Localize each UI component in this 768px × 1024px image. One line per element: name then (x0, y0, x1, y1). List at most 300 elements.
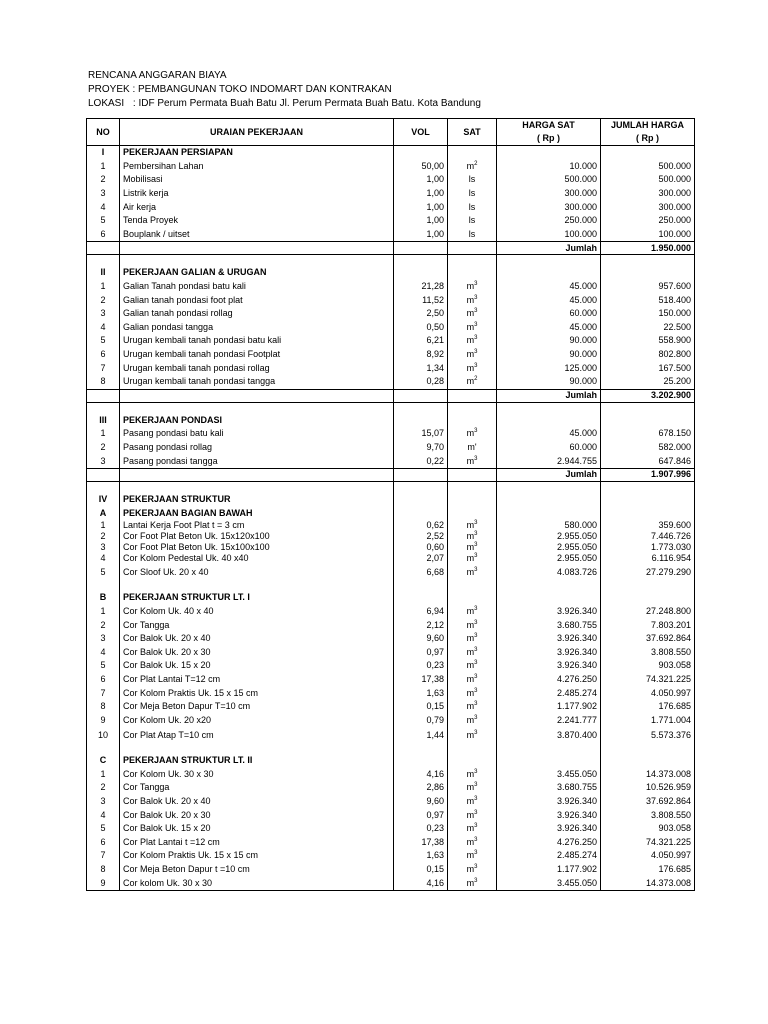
unit-text: m (466, 455, 475, 466)
item-volume: 2,52 (394, 531, 448, 542)
unit-text: m (466, 836, 475, 847)
item-unit (448, 307, 497, 321)
item-volume: 4,16 (394, 876, 448, 890)
table-row (87, 334, 695, 348)
unit-text: m (466, 281, 475, 292)
item-volume: 0,23 (394, 822, 448, 836)
table-row (87, 321, 695, 335)
item-unit (448, 632, 497, 646)
item-unit-price: 3.455.050 (497, 876, 601, 890)
item-unit-price: 45.000 (497, 293, 601, 307)
item-total-price: 4.050.997 (601, 686, 695, 700)
item-description: Cor Kolom Praktis Uk. 15 x 15 cm (120, 686, 394, 700)
item-unit-price: 500.000 (497, 173, 601, 187)
item-volume: 1,00 (394, 200, 448, 214)
item-unit-price: 125.000 (497, 361, 601, 375)
item-number: 1 (87, 605, 120, 619)
unit-text: m (466, 428, 475, 439)
section-number: III (87, 414, 120, 428)
empty-cell (497, 743, 601, 754)
item-unit (448, 280, 497, 294)
spacer-row (87, 743, 695, 754)
item-number: 7 (87, 361, 120, 375)
item-description: Pembersihan Lahan (120, 160, 394, 174)
empty-cell (394, 402, 448, 414)
table-row (87, 795, 695, 809)
item-unit (448, 375, 497, 389)
section-header-row (87, 506, 695, 520)
item-unit-price: 1.177.902 (497, 863, 601, 877)
unit-text: m (466, 768, 475, 779)
section-number: C (87, 754, 120, 768)
item-total-price: 27.248.800 (601, 605, 695, 619)
table-row (87, 173, 695, 187)
table-row (87, 605, 695, 619)
table-row (87, 876, 695, 890)
item-number: 3 (87, 307, 120, 321)
empty-cell (120, 468, 394, 481)
unit-text: m (466, 566, 475, 577)
item-unit-price: 90.000 (497, 334, 601, 348)
item-volume: 0,28 (394, 375, 448, 389)
spacer-row (87, 255, 695, 267)
table-row (87, 187, 695, 201)
header-no: NO (87, 119, 120, 146)
item-description: Mobilisasi (120, 173, 394, 187)
empty-cell (120, 580, 394, 591)
item-unit (448, 553, 497, 564)
table-row (87, 863, 695, 877)
unit-exponent: 3 (474, 362, 478, 369)
section-header-row (87, 591, 695, 605)
unit-text: m (466, 660, 475, 671)
item-volume: 1,00 (394, 187, 448, 201)
item-unit (448, 361, 497, 375)
unit-exponent: 3 (474, 520, 478, 527)
empty-cell (87, 743, 120, 754)
empty-cell (601, 743, 695, 754)
empty-cell (497, 754, 601, 768)
item-unit-price: 3.926.340 (497, 795, 601, 809)
item-unit (448, 542, 497, 553)
item-unit-price: 45.000 (497, 280, 601, 294)
item-total-price: 359.600 (601, 520, 695, 531)
item-total-price: 250.000 (601, 214, 695, 228)
budget-table (86, 118, 695, 891)
unit-exponent: 3 (474, 349, 478, 356)
unit-exponent: 3 (474, 335, 478, 342)
item-description: Listrik kerja (120, 187, 394, 201)
item-unit (448, 876, 497, 890)
section-title: PEKERJAAN PONDASI (120, 414, 394, 428)
item-unit-price: 2.485.274 (497, 686, 601, 700)
section-header-row (87, 414, 695, 428)
item-number: 8 (87, 863, 120, 877)
item-description: Cor Plat Lantai t =12 cm (120, 836, 394, 850)
item-total-price: 150.000 (601, 307, 695, 321)
unit-exponent: 3 (474, 660, 478, 667)
header-harga-sat: HARGA SAT (497, 119, 601, 133)
item-number: 2 (87, 441, 120, 455)
item-description: Cor Sloof Uk. 20 x 40 (120, 564, 394, 580)
item-unit (448, 713, 497, 727)
unit-text: ls (468, 174, 476, 185)
unit-text: m (466, 796, 475, 807)
item-volume: 1,00 (394, 228, 448, 242)
empty-cell (87, 481, 120, 493)
item-total-price: 500.000 (601, 173, 695, 187)
empty-cell (87, 242, 120, 255)
item-total-price: 3.808.550 (601, 808, 695, 822)
table-row (87, 686, 695, 700)
item-unit (448, 293, 497, 307)
item-volume: 1,44 (394, 727, 448, 743)
item-unit-price: 2.241.777 (497, 713, 601, 727)
empty-cell (448, 506, 497, 520)
unit-exponent: 2 (474, 160, 478, 167)
item-volume: 0,15 (394, 863, 448, 877)
item-unit-price: 60.000 (497, 441, 601, 455)
unit-exponent: 3 (474, 687, 478, 694)
table-row (87, 659, 695, 673)
item-description: Urugan kembali tanah pondasi Footplat (120, 348, 394, 362)
item-unit (448, 605, 497, 619)
empty-cell (87, 468, 120, 481)
header-jumlah-harga-unit: ( Rp ) (601, 132, 695, 146)
section-title: PEKERJAAN STRUKTUR (120, 493, 394, 507)
item-unit-price: 100.000 (497, 228, 601, 242)
header-vol: VOL (394, 119, 448, 146)
item-unit (448, 795, 497, 809)
item-unit (448, 321, 497, 335)
item-volume: 21,28 (394, 280, 448, 294)
item-total-price: 74.321.225 (601, 673, 695, 687)
item-number: 7 (87, 849, 120, 863)
item-description: Cor Tangga (120, 618, 394, 632)
unit-text: m (466, 362, 475, 373)
item-volume: 1,00 (394, 214, 448, 228)
table-row (87, 618, 695, 632)
item-number: 3 (87, 187, 120, 201)
unit-exponent: 3 (474, 782, 478, 789)
table-row (87, 214, 695, 228)
item-unit (448, 808, 497, 822)
unit-text: ls (468, 215, 476, 226)
item-volume: 6,94 (394, 605, 448, 619)
item-unit (448, 686, 497, 700)
subtotal-row (87, 242, 695, 255)
item-total-price: 518.400 (601, 293, 695, 307)
unit-text: m (466, 877, 475, 888)
item-total-price: 74.321.225 (601, 836, 695, 850)
item-total-price: 802.800 (601, 348, 695, 362)
subtotal-label: Jumlah (497, 468, 601, 481)
item-description: Cor Plat Atap T=10 cm (120, 727, 394, 743)
item-total-price: 4.050.997 (601, 849, 695, 863)
empty-cell (497, 402, 601, 414)
item-total-price: 300.000 (601, 200, 695, 214)
item-unit (448, 836, 497, 850)
unit-exponent: 3 (474, 281, 478, 288)
item-number: 1 (87, 280, 120, 294)
subtotal-label: Jumlah (497, 389, 601, 402)
location-label: LOKASI (88, 98, 125, 109)
item-unit (448, 228, 497, 242)
unit-text: m (466, 520, 475, 531)
item-unit (448, 781, 497, 795)
item-total-price: 1.773.030 (601, 542, 695, 553)
item-total-price: 957.600 (601, 280, 695, 294)
section-title: PEKERJAAN GALIAN & URUGAN (120, 266, 394, 280)
empty-cell (497, 266, 601, 280)
table-row (87, 307, 695, 321)
item-unit (448, 849, 497, 863)
empty-cell (394, 754, 448, 768)
item-unit (448, 645, 497, 659)
item-description: Galian tanah pondasi rollag (120, 307, 394, 321)
item-description: Cor Balok Uk. 15 x 20 (120, 822, 394, 836)
item-unit-price: 3.680.755 (497, 618, 601, 632)
item-total-price: 903.058 (601, 822, 695, 836)
item-unit (448, 520, 497, 531)
unit-exponent: 3 (474, 877, 478, 884)
item-description: Urugan kembali tanah pondasi batu kali (120, 334, 394, 348)
table-row (87, 781, 695, 795)
unit-text: ls (468, 188, 476, 199)
table-row (87, 228, 695, 242)
table-row (87, 375, 695, 389)
item-total-price: 25.200 (601, 375, 695, 389)
empty-cell (601, 580, 695, 591)
unit-exponent: 3 (474, 428, 478, 435)
item-number: 1 (87, 427, 120, 441)
empty-cell (394, 242, 448, 255)
empty-cell (497, 591, 601, 605)
item-volume: 8,92 (394, 348, 448, 362)
item-unit-price: 3.926.340 (497, 808, 601, 822)
empty-cell (497, 414, 601, 428)
item-unit (448, 441, 497, 455)
item-volume: 0,15 (394, 700, 448, 714)
unit-exponent: 3 (474, 542, 478, 549)
item-number: 5 (87, 214, 120, 228)
unit-text: m (466, 160, 475, 171)
spacer-row (87, 580, 695, 591)
item-number: 10 (87, 727, 120, 743)
item-description: Cor kolom Uk. 30 x 30 (120, 876, 394, 890)
unit-exponent: 3 (474, 566, 478, 573)
section-header-row (87, 266, 695, 280)
table-row (87, 454, 695, 468)
item-unit-price: 60.000 (497, 307, 601, 321)
unit-text: ls (468, 201, 476, 212)
section-number: I (87, 146, 120, 160)
item-unit-price: 3.926.340 (497, 645, 601, 659)
item-volume: 0,97 (394, 645, 448, 659)
item-total-price: 558.900 (601, 334, 695, 348)
table-row (87, 713, 695, 727)
table-row (87, 822, 695, 836)
empty-cell (394, 580, 448, 591)
section-title: PEKERJAAN STRUKTUR LT. I (120, 591, 394, 605)
item-total-price: 10.526.959 (601, 781, 695, 795)
table-row (87, 348, 695, 362)
item-number: 1 (87, 520, 120, 531)
empty-cell (120, 402, 394, 414)
item-volume: 50,00 (394, 160, 448, 174)
item-unit-price: 2.955.050 (497, 531, 601, 542)
empty-cell (448, 468, 497, 481)
item-description: Cor Kolom Uk. 40 x 40 (120, 605, 394, 619)
item-number: 3 (87, 632, 120, 646)
item-unit (448, 727, 497, 743)
section-number: B (87, 591, 120, 605)
empty-cell (601, 754, 695, 768)
table-row (87, 836, 695, 850)
item-unit-price: 4.276.250 (497, 673, 601, 687)
item-total-price: 678.150 (601, 427, 695, 441)
table-row (87, 564, 695, 580)
item-unit-price: 300.000 (497, 187, 601, 201)
item-total-price: 300.000 (601, 187, 695, 201)
unit-exponent: 3 (474, 619, 478, 626)
item-description: Cor Balok Uk. 20 x 30 (120, 808, 394, 822)
item-number: 6 (87, 673, 120, 687)
item-total-price: 14.373.008 (601, 876, 695, 890)
unit-text: ls (468, 228, 476, 239)
item-unit (448, 427, 497, 441)
item-unit-price: 3.926.340 (497, 659, 601, 673)
section-number: A (87, 506, 120, 520)
item-description: Cor Meja Beton Dapur T=10 cm (120, 700, 394, 714)
empty-cell (497, 146, 601, 160)
unit-exponent: 3 (474, 850, 478, 857)
table-row (87, 280, 695, 294)
item-total-price: 5.573.376 (601, 727, 695, 743)
table-row (87, 542, 695, 553)
item-unit (448, 187, 497, 201)
empty-cell (448, 591, 497, 605)
item-description: Air kerja (120, 200, 394, 214)
item-number: 3 (87, 795, 120, 809)
empty-cell (394, 591, 448, 605)
item-unit-price: 3.926.340 (497, 632, 601, 646)
unit-exponent: 3 (474, 836, 478, 843)
section-header-row (87, 493, 695, 507)
item-total-price: 37.692.864 (601, 795, 695, 809)
item-description: Cor Balok Uk. 20 x 30 (120, 645, 394, 659)
item-number: 2 (87, 531, 120, 542)
item-volume: 4,16 (394, 768, 448, 782)
item-description: Cor Balok Uk. 20 x 40 (120, 795, 394, 809)
item-volume: 17,38 (394, 836, 448, 850)
empty-cell (87, 389, 120, 402)
item-volume: 9,70 (394, 441, 448, 455)
empty-cell (120, 743, 394, 754)
table-row (87, 727, 695, 743)
item-unit (448, 863, 497, 877)
empty-cell (448, 146, 497, 160)
empty-cell (394, 255, 448, 267)
empty-cell (394, 493, 448, 507)
item-unit (448, 214, 497, 228)
item-total-price: 27.279.290 (601, 564, 695, 580)
item-description: Cor Meja Beton Dapur t =10 cm (120, 863, 394, 877)
empty-cell (448, 743, 497, 754)
unit-text: m (466, 646, 475, 657)
item-unit-price: 2.955.050 (497, 553, 601, 564)
item-unit-price: 2.955.050 (497, 542, 601, 553)
item-number: 3 (87, 542, 120, 553)
header-sat: SAT (448, 119, 497, 146)
empty-cell (87, 255, 120, 267)
item-description: Cor Balok Uk. 20 x 40 (120, 632, 394, 646)
unit-text: m (466, 864, 475, 875)
item-number: 3 (87, 454, 120, 468)
item-unit (448, 334, 497, 348)
item-number: 8 (87, 375, 120, 389)
empty-cell (601, 255, 695, 267)
empty-cell (394, 146, 448, 160)
unit-text: m (466, 823, 475, 834)
spacer-row (87, 402, 695, 414)
unit-exponent: 3 (474, 294, 478, 301)
unit-text: m (466, 701, 475, 712)
empty-cell (394, 389, 448, 402)
empty-cell (601, 493, 695, 507)
unit-exponent: 3 (474, 321, 478, 328)
empty-cell (448, 402, 497, 414)
item-volume: 9,60 (394, 632, 448, 646)
empty-cell (601, 402, 695, 414)
item-volume: 0,50 (394, 321, 448, 335)
project-line: PROYEK : PEMBANGUNAN TOKO INDOMART DAN KONTRAKAN (88, 84, 392, 95)
subtotal-value: 1.950.000 (601, 242, 695, 255)
unit-exponent: 3 (474, 673, 478, 680)
item-unit (448, 659, 497, 673)
table-row (87, 553, 695, 564)
item-number: 6 (87, 228, 120, 242)
section-header-row (87, 146, 695, 160)
item-description: Urugan kembali tanah pondasi rollag (120, 361, 394, 375)
empty-cell (394, 414, 448, 428)
subtotal-row (87, 389, 695, 402)
unit-text: m (466, 687, 475, 698)
item-unit (448, 173, 497, 187)
unit-exponent: 3 (474, 823, 478, 830)
item-unit-price: 3.870.400 (497, 727, 601, 743)
subtotal-value: 3.202.900 (601, 389, 695, 402)
empty-cell (601, 591, 695, 605)
table-row (87, 200, 695, 214)
item-description: Lantai Kerja Foot Plat t = 3 cm (120, 520, 394, 531)
unit-text: m (466, 335, 475, 346)
item-total-price: 903.058 (601, 659, 695, 673)
item-total-price: 167.500 (601, 361, 695, 375)
empty-cell (448, 242, 497, 255)
empty-cell (394, 266, 448, 280)
document-title: RENCANA ANGGARAN BIAYA (88, 70, 227, 81)
item-total-price: 1.771.004 (601, 713, 695, 727)
item-unit-price: 45.000 (497, 427, 601, 441)
empty-cell (601, 266, 695, 280)
item-volume: 15,07 (394, 427, 448, 441)
item-unit-price: 3.926.340 (497, 605, 601, 619)
item-volume: 1,63 (394, 849, 448, 863)
unit-text: m (466, 294, 475, 305)
item-description: Urugan kembali tanah pondasi tangga (120, 375, 394, 389)
header-harga-sat-unit: ( Rp ) (497, 132, 601, 146)
